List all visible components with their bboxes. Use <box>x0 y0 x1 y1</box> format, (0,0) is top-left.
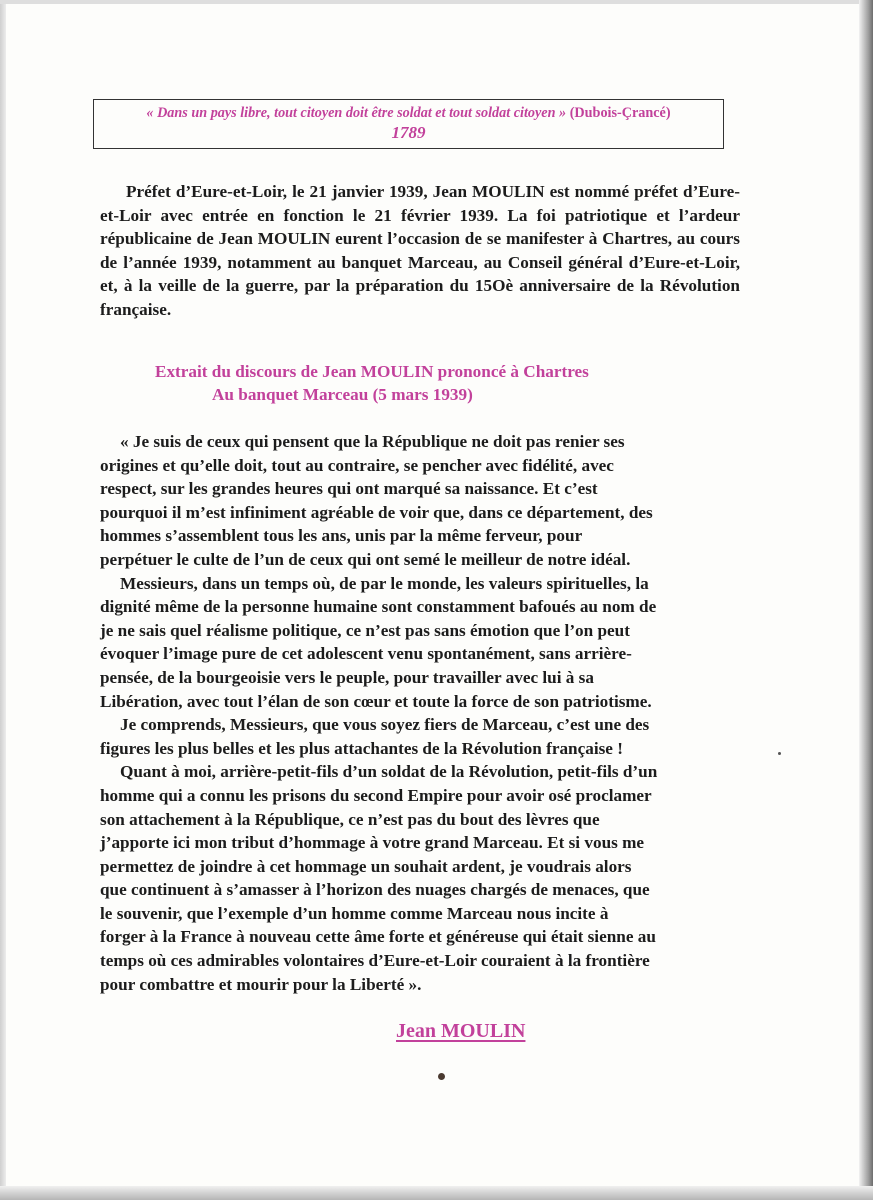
speech-paragraph-1 <box>100 430 750 572</box>
speech-line: Libération, avec tout l’élan de son cœur et toute la force de son patriotisme. <box>100 691 652 711</box>
speech-line: origines et qu’elle doit, tout au contraire, se pencher avec fidélité, avec <box>100 455 614 475</box>
speech-line: forger à la France à nouveau cette âme forte et généreuse qui était sienne au <box>100 927 656 947</box>
speech-body <box>100 430 750 996</box>
extract-heading <box>155 360 715 406</box>
speech-line: son attachement à la République, ce n’est pas du bout des lèvres que <box>100 809 600 829</box>
speech-line: Quant à moi, arrière-petit-fils d’un soldat de la Révolution, petit-fils d’un <box>120 762 658 782</box>
header-quote-year: 1789 <box>391 123 426 142</box>
scan-speck <box>778 752 781 755</box>
speech-line: dignité même de la personne humaine sont constamment bafoués au nom de <box>100 597 657 617</box>
scan-edge-right <box>859 0 873 1200</box>
scan-edge-bottom <box>0 1186 873 1200</box>
speech-line: Je comprends, Messieurs, que vous soyez fiers de Marceau, c’est une des <box>120 715 650 735</box>
speech-line: j’apporte ici mon tribut d’hommage à votre grand Marceau. Et si vous me <box>100 833 645 853</box>
bullet-dot-ornament <box>438 1073 445 1080</box>
speech-line: pensée, de la bourgeoisie vers le peuple, pour travailler avec lui à sa <box>100 667 594 687</box>
speech-line: permettez de joindre à cet hommage un souhait ardent, je voudrais alors <box>100 856 632 876</box>
speech-line: respect, sur les grandes heures qui ont marqué sa naissance. Et c’est <box>100 479 598 499</box>
header-quote <box>94 105 723 122</box>
intro-paragraph: Préfet d’Eure-et-Loir, le 21 janvier 1939, Jean MOULIN est nommé préfet d’Eure-et-Loir avec entrée en fonction le 21 février 1939. La foi patriotique et l’ardeur républicaine de Jean MOULIN eurent l’occasion de se manifester à Chartres, au cours de l’année 1939, notamment au banquet Marceau, au Conseil général d’Eure-et-Loir, et, à la veille de la guerre, par la préparation du 15Oè anniversaire de la Révolution française. <box>100 182 740 319</box>
speech-paragraph-2 <box>100 572 750 714</box>
speech-paragraph-4 <box>100 760 750 996</box>
speech-line: figures les plus belles et les plus attachantes de la Révolution française ! <box>100 738 623 758</box>
speech-line: hommes s’assemblent tous les ans, unis par la même ferveur, pour <box>100 526 583 546</box>
speech-line: Messieurs, dans un temps où, de par le monde, les valeurs spirituelles, la <box>120 573 649 593</box>
speech-line: temps où ces admirables volontaires d’Eure-et-Loir couraient à la frontière <box>100 951 650 971</box>
speech-line: évoquer l’image pure de cet adolescent venu spontanément, sans arrière- <box>100 644 632 664</box>
speech-line: pourquoi il m’est infiniment agréable de voir que, dans ce département, des <box>100 502 653 522</box>
speech-line: perpétuer le culte de l’un de ceux qui ont semé le meilleur de notre idéal. <box>100 549 631 569</box>
header-quote-box <box>93 99 724 149</box>
speech-line: le souvenir, que l’exemple d’un homme comme Marceau nous incite à <box>100 903 609 923</box>
speech-line: pour combattre et mourir pour la Liberté ». <box>100 974 422 994</box>
speech-paragraph-3 <box>100 713 750 760</box>
speech-line: homme qui a connu les prisons du second Empire pour avoir osé proclamer <box>100 785 652 805</box>
extract-heading-line-1: Extrait du discours de Jean MOULIN prononcé à Chartres <box>155 362 589 381</box>
speech-line: « Je suis de ceux qui pensent que la République ne doit pas renier ses <box>120 432 625 451</box>
speech-line: que continuent à s’amasser à l’horizon des nuages chargés de menaces, que <box>100 880 650 900</box>
header-quote-author: (Dubois-Çrancé) <box>569 105 671 121</box>
extract-heading-line-2: Au banquet Marceau (5 mars 1939) <box>212 385 473 404</box>
header-quote-text: « Dans un pays libre, tout citoyen doit être soldat et tout soldat citoyen » <box>146 105 567 121</box>
signature: Jean MOULIN <box>396 1020 526 1042</box>
scan-edge-top <box>0 0 873 4</box>
scan-edge-left <box>0 0 6 1200</box>
speech-line: je ne sais quel réalisme politique, ce n’est pas sans émotion que l’on peut <box>100 620 630 640</box>
